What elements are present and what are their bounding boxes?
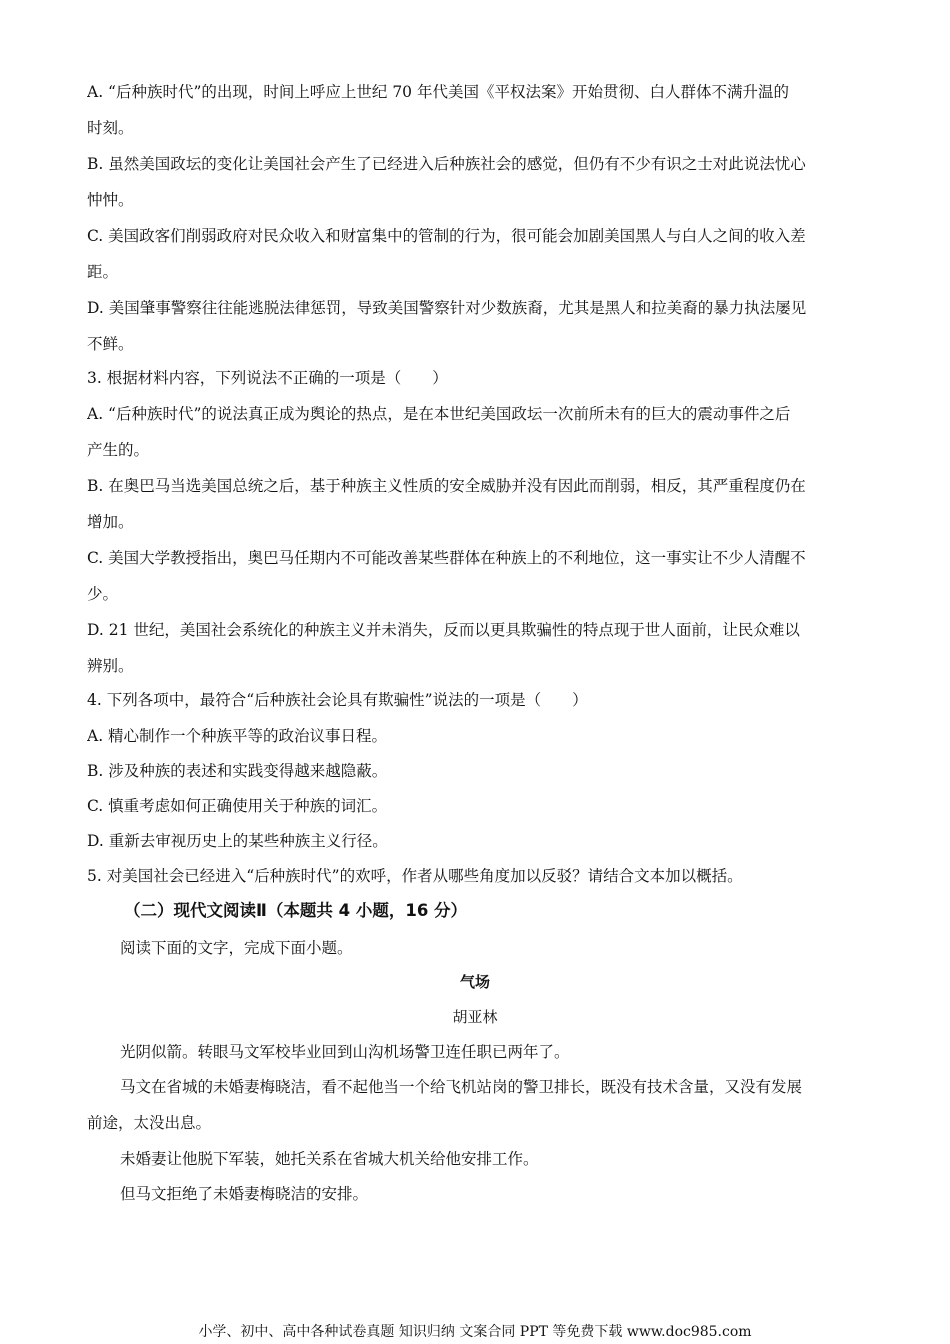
q4-option-b: B. 涉及种族的表述和实践变得越来越隐蔽。 [87,762,388,780]
q2-option-a-line2: 时刻。 [87,119,134,137]
q2-option-b-line2: 忡忡。 [87,191,134,209]
q2-option-c-line2: 距。 [87,263,119,281]
q3-option-d-line2: 辨别。 [87,657,134,675]
q3-option-c-line2: 少。 [87,585,119,603]
q4-option-d: D. 重新去审视历史上的某些种族主义行径。 [87,832,388,850]
q3-option-b-line2: 增加。 [87,513,134,531]
q2-option-b-line1: B. 虽然美国政坛的变化让美国社会产生了已经进入后种族社会的感觉，但仍有不少有识之士对此说法忧心 [87,155,806,173]
q4-option-a: A. 精心制作一个种族平等的政治议事日程。 [87,727,388,745]
story-title: 气场 [459,973,490,991]
q3-stem: 3. 根据材料内容，下列说法不正确的一项是（ ） [87,369,448,387]
story-paragraph-1: 光阴似箭。转眼马文军校毕业回到山沟机场警卫连任职已两年了。 [120,1043,570,1061]
section-heading: （二）现代文阅读Ⅱ（本题共 4 小题，16 分） [124,901,468,920]
q2-option-d-line1: D. 美国肇事警察往往能逃脱法律惩罚，导致美国警察针对少数族裔，尤其是黑人和拉美裔的暴力执法屡见 [87,299,807,317]
q4-stem: 4. 下列各项中，最符合“后种族社会论具有欺骗性”说法的一项是（ ） [87,691,588,709]
q3-option-a-line2: 产生的。 [87,441,150,459]
section-instruction: 阅读下面的文字，完成下面小题。 [120,939,353,957]
q3-option-b-line1: B. 在奥巴马当选美国总统之后，基于种族主义性质的安全威胁并没有因此而削弱，相反，其严重程度仍在 [87,477,806,495]
q4-option-c: C. 慎重考虑如何正确使用关于种族的词汇。 [87,797,388,815]
story-paragraph-2-line1: 马文在省城的未婚妻梅晓洁，看不起他当一个给飞机站岗的警卫排长，既没有技术含量，又没有发展 [120,1078,803,1096]
q3-option-a-line1: A. “后种族时代”的说法真正成为舆论的热点，是在本世纪美国政坛一次前所未有的巨大的震动事件之后 [87,405,791,423]
q3-option-c-line1: C. 美国大学教授指出，奥巴马任期内不可能改善某些群体在种族上的不利地位，这一事实让不少人清醒不 [87,549,806,567]
story-paragraph-2-line2: 前途，太没出息。 [87,1114,212,1132]
story-paragraph-3: 未婚妻让他脱下军装，她托关系在省城大机关给他安排工作。 [120,1150,539,1168]
q2-option-a-line1: A. “后种族时代”的出现，时间上呼应上世纪 70 年代美国《平权法案》开始贯彻、白人群体不满升温的 [87,83,789,101]
q5-stem: 5. 对美国社会已经进入“后种族时代”的欢呼，作者从哪些角度加以反驳？请结合文本加以概括。 [87,867,743,885]
q2-option-d-line2: 不鲜。 [87,335,134,353]
story-author: 胡亚林 [452,1008,498,1026]
page-footer: 小学、初中、高中各种试卷真题 知识归纳 文案合同 PPT 等免费下载 www.doc985.com [198,1324,752,1340]
q3-option-d-line1: D. 21 世纪，美国社会系统化的种族主义并未消失，反而以更具欺骗性的特点现于世人面前，让民众难以 [87,621,800,639]
story-paragraph-4: 但马文拒绝了未婚妻梅晓洁的安排。 [120,1185,369,1203]
q2-option-c-line1: C. 美国政客们削弱政府对民众收入和财富集中的管制的行为，很可能会加剧美国黑人与白人之间的收入差 [87,227,806,245]
